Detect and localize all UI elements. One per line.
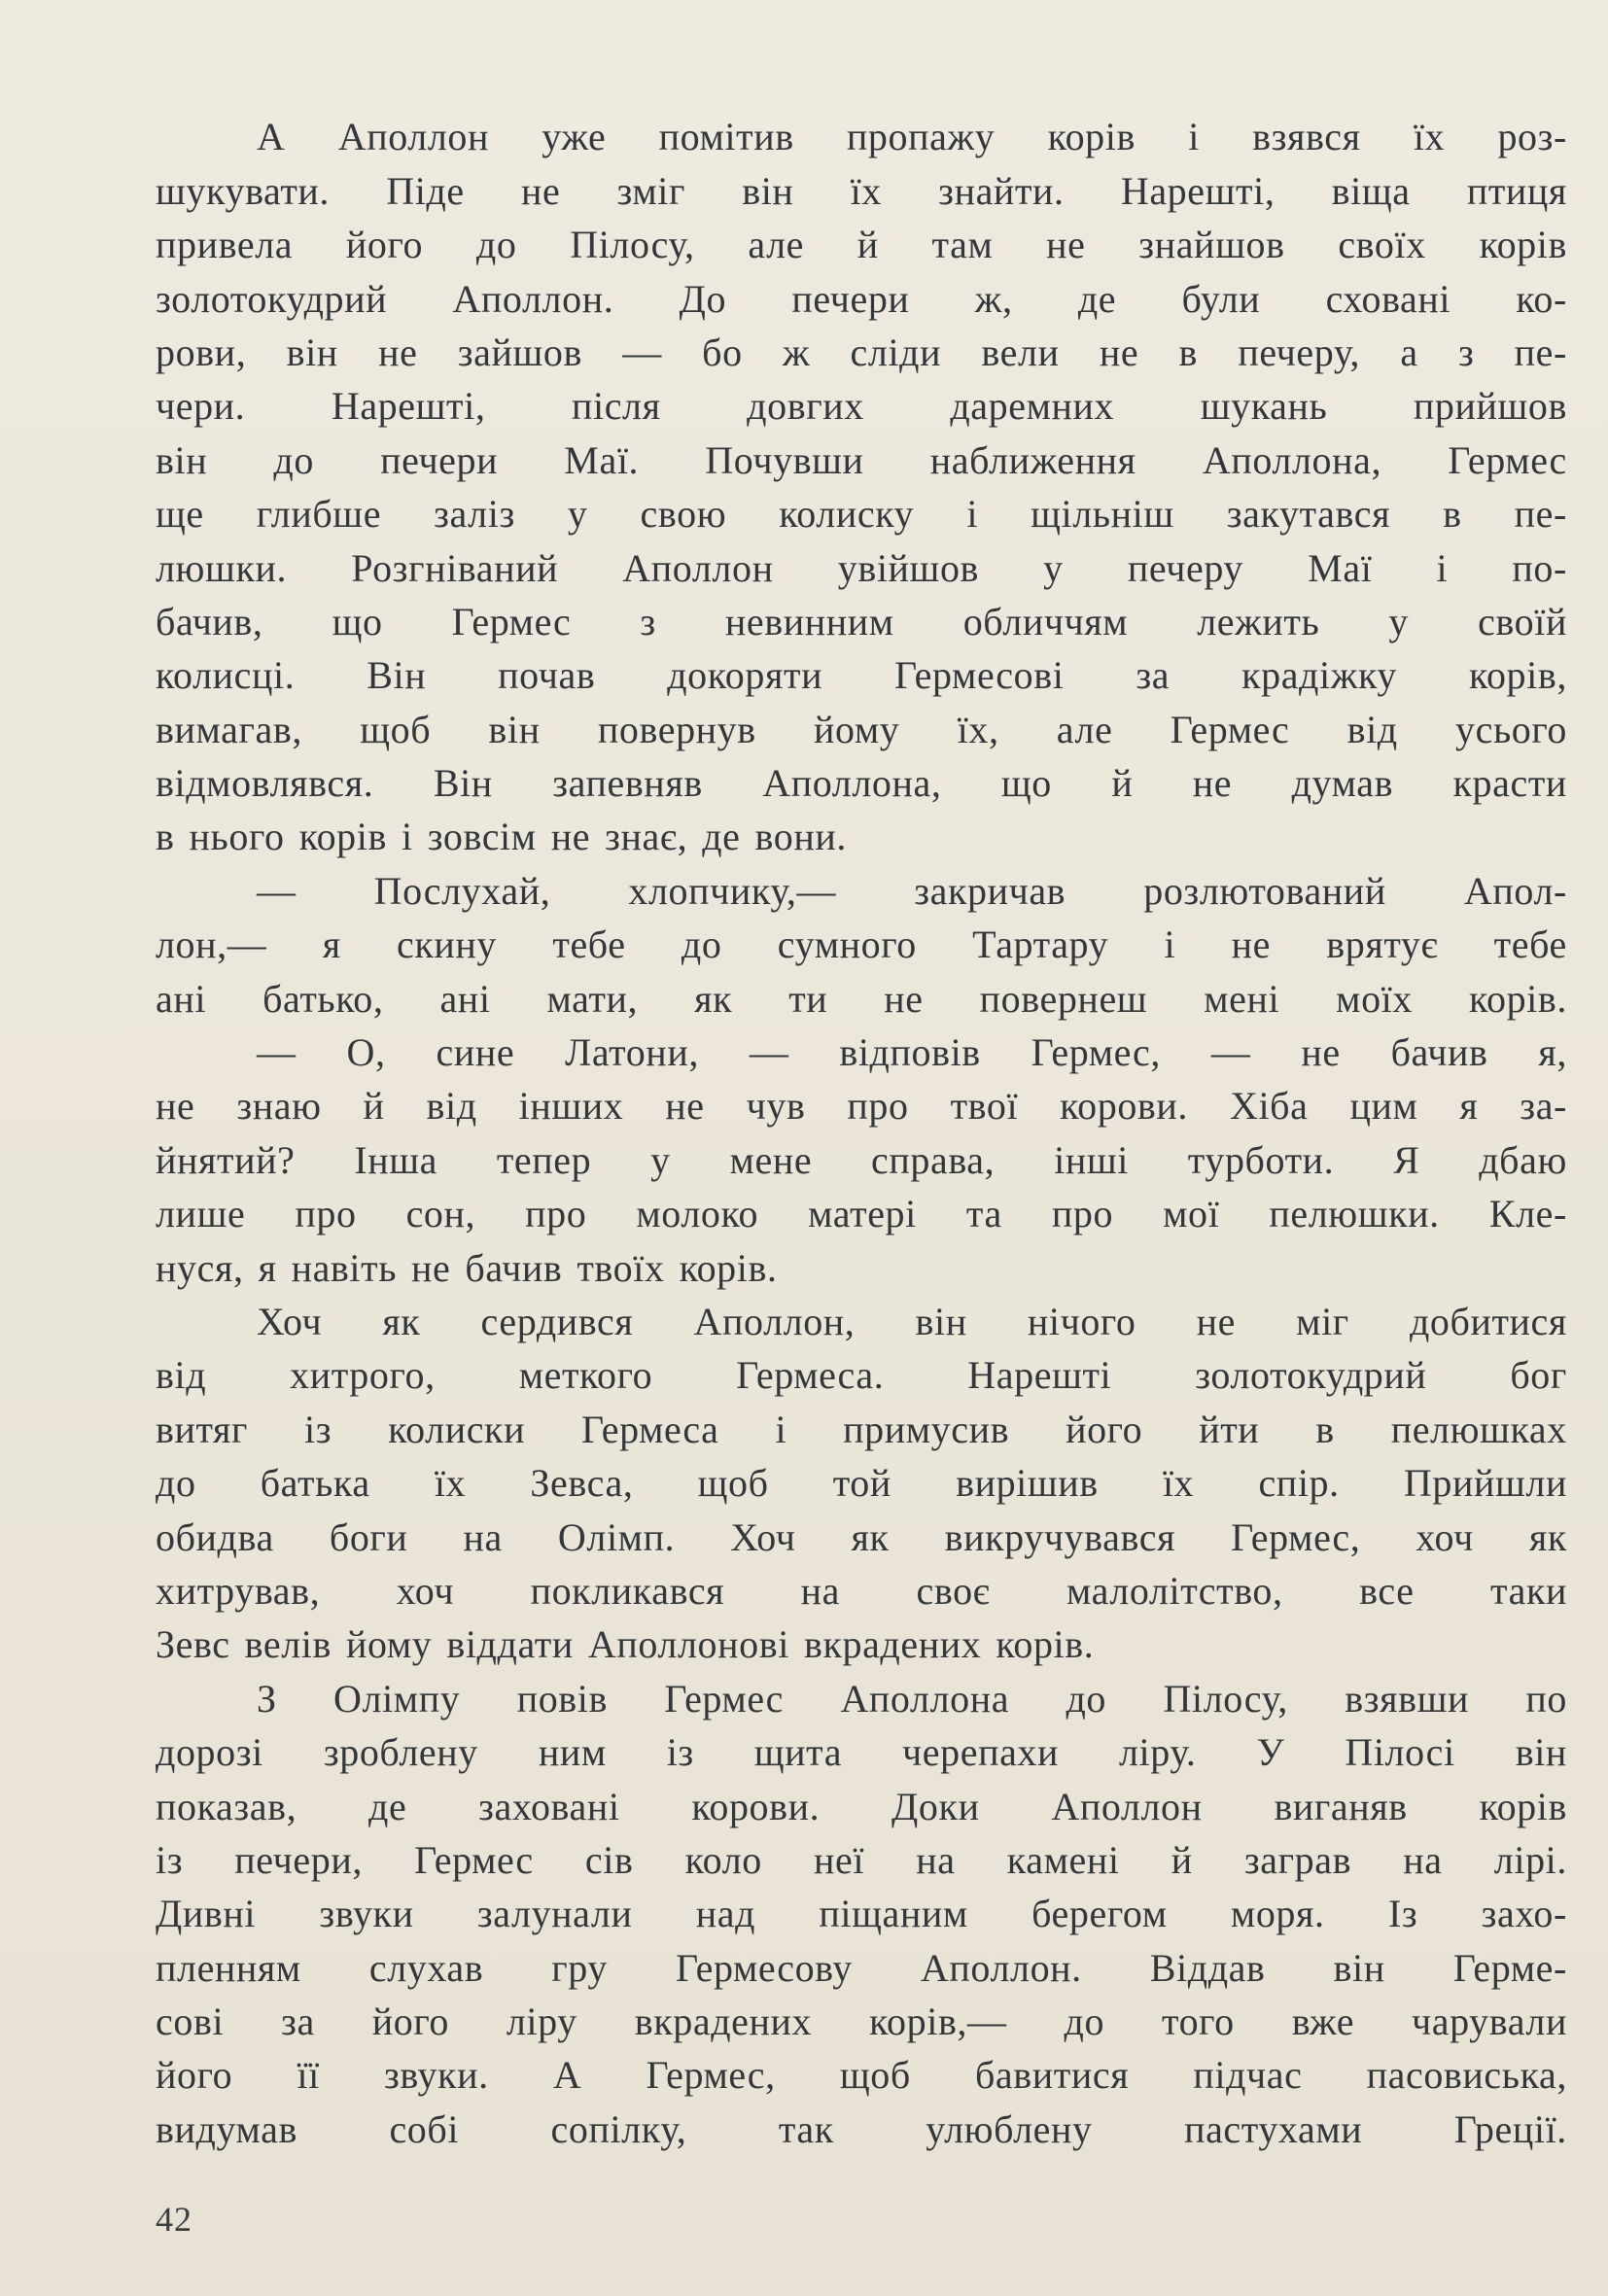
page-number: 42 [156,2200,192,2239]
text-line: до батька їх Зевса, щоб той вирішив їх спір. Прийшли [156,1461,1567,1506]
text-line: рови, він не зайшов — бо ж сліди вели не в печеру, а з пе- [156,330,1567,374]
text-line: чери. Нарешті, після довгих даремних шукань прийшов [156,384,1567,429]
text-line: нуся, я навіть не бачив твоїх корів. [156,1245,778,1290]
text-line: його її звуки. А Гермес, щоб бавитися підчас пасовиська, [156,2053,1567,2098]
text-line: Зевс велів йому віддати Аполлонові вкрадених корів. [156,1622,1095,1667]
text-line: із печери, Гермес сів коло неї на камені й заграв на лірі. [156,1837,1567,1882]
text-line: А Аполлон уже помітив пропажу корів і взявся їх роз- [257,115,1567,159]
text-line: шукувати. Піде не зміг він їх знайти. Нарешті, віща птиця [156,168,1567,213]
text-line: колисці. Він почав докоряти Гермесові за крадіжку корів, [156,653,1567,698]
text-line: видумав собі сопілку, так улюблену пастухами Греції. [156,2106,1567,2151]
text-line: хитрував, хоч покликався на своє малолітство, все таки [156,1568,1567,1613]
text-line: дорозі зроблену ним із щита черепахи ліру. У Пілосі він [156,1730,1567,1775]
text-line: він до печери Маї. Почувши наближення Аполлона, Гермес [156,437,1567,482]
text-line: ще глибше заліз у свою колиску і щільніш закутався в пе- [156,492,1567,537]
body-text [156,103,1567,2149]
text-line: золотокудрий Аполлон. До печери ж, де були сховані ко- [156,276,1567,321]
text-line: відмовлявся. Він запевняв Аполлона, що й не думав красти [156,761,1567,806]
text-line: ані батько, ані мати, як ти не повернеш мені моїх корів. [156,976,1567,1021]
text-line: люшки. Розгніваний Аполлон увійшов у печеру Маї і по- [156,545,1567,590]
text-line: витяг із колиски Гермеса і примусив його йти в пелюшках [156,1407,1567,1451]
text-line: вимагав, щоб він повернув йому їх, але Гермес від усього [156,707,1567,751]
text-line: лише про сон, про молоко матері та про мої пелюшки. Кле- [156,1192,1567,1236]
text-line: пленням слухав гру Гермесову Аполлон. Віддав він Герме- [156,1945,1567,1990]
text-line: в нього корів і зовсім не знає, де вони. [156,815,847,859]
text-line: бачив, що Гермес з невинним обличчям лежить у своїй [156,599,1567,644]
text-line: лон,— я скину тебе до сумного Тартару і не врятує тебе [156,922,1567,967]
text-line: не знаю й від інших не чув про твої корови. Хіба цим я за- [156,1084,1567,1129]
text-line: від хитрого, меткого Гермеса. Нарешті золотокудрий бог [156,1353,1567,1398]
text-line: привела його до Пілосу, але й там не знайшов своїх корів [156,223,1567,267]
text-line: З Олімпу повів Гермес Аполлона до Пілосу, взявши по [257,1676,1567,1721]
text-line: Дивні звуки залунали над піщаним берегом моря. Із захо- [156,1892,1567,1936]
text-line: сові за його ліру вкрадених корів,— до того вже чарували [156,2000,1567,2044]
text-line: показав, де заховані корови. Доки Аполлон виганяв корів [156,1784,1567,1828]
text-line: — Послухай, хлопчику,— закричав розлютований Апол- [257,868,1567,913]
text-line: йнятий? Інша тепер у мене справа, інші турботи. Я дбаю [156,1137,1567,1182]
text-line: Хоч як сердився Аполлон, він нічого не міг добитися [257,1299,1567,1343]
text-line: обидва боги на Олімп. Хоч як викручувався Гермес, хоч як [156,1514,1567,1559]
text-line: — О, сине Латони, — відповів Гермес, — не бачив я, [257,1030,1567,1075]
